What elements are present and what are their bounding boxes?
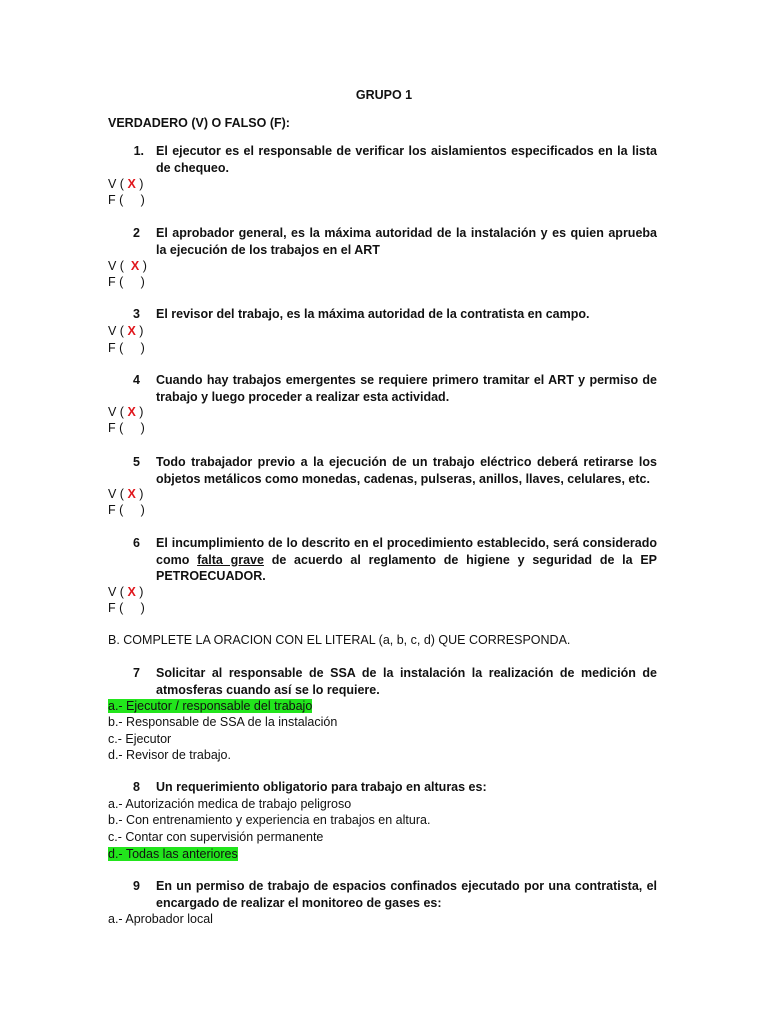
answer-option: d.- Revisor de trabajo. — [108, 748, 231, 762]
question-text: El revisor del trabajo, es la máxima autoridad de la contratista en campo. — [156, 307, 590, 321]
question-text: Un requerimiento obligatorio para trabajo en alturas es: — [156, 780, 487, 794]
answer-option — [108, 698, 312, 715]
answer-option: a.- Autorización medica de trabajo peligroso — [108, 797, 352, 811]
question-number: 2 — [133, 226, 140, 240]
answer-option: c.- Contar con supervisión permanente — [108, 830, 324, 844]
question-text: El ejecutor es el responsable de verificar los aislamientos especificados en la lista de chequeo. — [156, 144, 657, 175]
question-text: El incumplimiento de lo descrito en el procedimiento establecido, será considerado como falta grave de acuerdo al reglamento de higiene y seguridad de la EP PETROECUADOR. — [156, 536, 658, 583]
false-option: F ( ) — [108, 421, 145, 435]
answer-option: a.- Aprobador local — [108, 912, 213, 926]
answer-option: b.- Responsable de SSA de la instalación — [108, 715, 338, 729]
answer-mark: X — [127, 177, 136, 191]
question-number: 7 — [133, 666, 140, 680]
true-option: V ( X ) — [108, 405, 144, 419]
question-text: Cuando hay trabajos emergentes se requiere primero tramitar el ART y permiso de trabajo y luego proceder a realizar esta actividad. — [156, 373, 657, 404]
false-option: F ( ) — [108, 341, 145, 355]
question-number: 4 — [133, 373, 140, 387]
answer-option: b.- Con entrenamiento y experiencia en trabajos en altura. — [108, 813, 431, 827]
section-b-heading: B. COMPLETE LA ORACION CON EL LITERAL (a, b, c, d) QUE CORRESPONDA. — [108, 633, 571, 647]
answer-mark: X — [127, 487, 136, 501]
section-a-heading: VERDADERO (V) O FALSO (F): — [108, 116, 290, 130]
answer-mark: X — [130, 259, 140, 273]
true-option: V ( X ) — [108, 585, 144, 599]
question-text: El aprobador general, es la máxima autoridad de la instalación y es quien aprueba la ejecución de los trabajos en el ART — [156, 226, 657, 257]
false-option: F ( ) — [108, 193, 145, 207]
false-option: F ( ) — [108, 503, 145, 517]
question-number: 9 — [133, 879, 140, 893]
highlighted-answer: a.- Ejecutor / responsable del trabajo — [108, 699, 313, 713]
highlighted-answer: d.- Todas las anteriores — [108, 847, 238, 861]
question-number: 6 — [133, 536, 140, 550]
question-number: 5 — [133, 455, 140, 469]
answer-mark: X — [127, 405, 136, 419]
question-text: Solicitar al responsable de SSA de la instalación la realización de medición de atmosferas cuando así se lo requiere. — [156, 666, 657, 697]
true-option: V ( X ) — [108, 177, 144, 191]
true-option: V ( X ) — [108, 324, 144, 338]
question-text: En un permiso de trabajo de espacios confinados ejecutado por una contratista, el encargado de realizar el monitoreo de gases es: — [156, 879, 657, 910]
page-title: GRUPO 1 — [355, 88, 413, 102]
question-number: 3 — [133, 307, 140, 321]
underlined-term: falta grave — [197, 552, 264, 567]
false-option: F ( ) — [108, 275, 145, 289]
true-option: V ( X ) — [108, 259, 147, 273]
question-text: Todo trabajador previo a la ejecución de un trabajo eléctrico deberá retirarse los objetos metálicos como monedas, cadenas, pulseras, anillos, llaves, celulares, etc. — [156, 455, 657, 486]
question-number: 1. — [133, 144, 144, 158]
answer-mark: X — [127, 324, 136, 338]
answer-option — [108, 846, 238, 863]
answer-mark: X — [127, 585, 136, 599]
answer-option: c.- Ejecutor — [108, 732, 172, 746]
question-number: 8 — [133, 780, 140, 794]
true-option: V ( X ) — [108, 487, 144, 501]
false-option: F ( ) — [108, 601, 145, 615]
